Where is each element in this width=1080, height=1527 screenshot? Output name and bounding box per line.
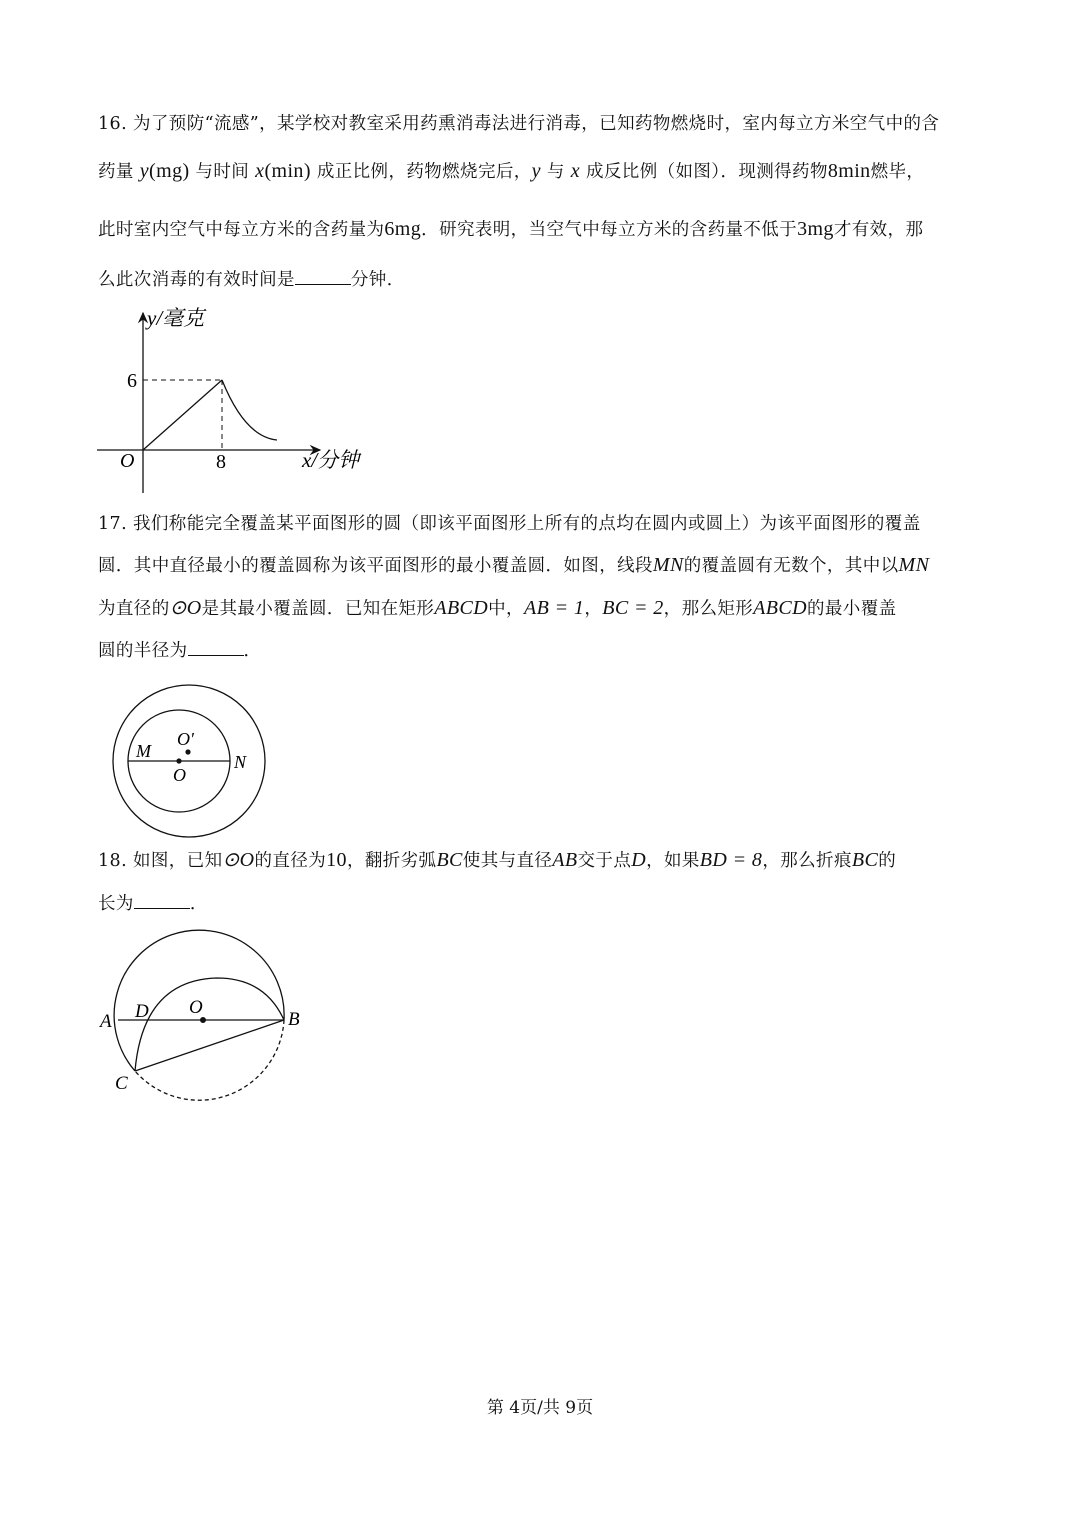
q16-text: 燃毕，	[870, 162, 925, 182]
q16-var-y: y	[531, 160, 541, 182]
q17-text: 为直径的	[98, 599, 170, 619]
q17-line-2	[98, 552, 929, 577]
answer-blank[interactable]	[134, 894, 190, 909]
q17-text: 中，	[488, 599, 524, 619]
answer-blank[interactable]	[188, 641, 244, 656]
q18-line-2	[98, 890, 208, 915]
q17-text: 是其最小覆盖圆．已知在矩形	[201, 599, 435, 619]
q17-segment-mn: MN	[652, 554, 684, 576]
q17-rect-abcd: ABCD	[434, 597, 489, 619]
inverse-curve	[222, 380, 277, 440]
label-a: A	[100, 1011, 112, 1032]
q17-text: 的最小覆盖	[807, 599, 897, 619]
q18-text: 交于点	[577, 851, 632, 871]
original-minor-arc-dashed	[135, 1020, 284, 1100]
q17-segment-mn: MN	[898, 554, 930, 576]
q16-text: 才有效，那	[833, 220, 924, 240]
q18-text: 长为	[98, 894, 134, 914]
q18-arc-bc: BC	[436, 849, 463, 871]
label-n: N	[234, 752, 247, 772]
q18-diameter: 10	[326, 849, 347, 871]
q17-line-3	[98, 595, 897, 620]
q17-text: 的覆盖圆有无数个，其中以	[683, 556, 899, 576]
q16-var-x: x	[570, 160, 581, 182]
x-axis-label: x/分钟	[302, 448, 360, 472]
label-m: M	[136, 741, 151, 761]
q17-text: 圆．其中直径最小的覆盖圆称为该平面图形的最小覆盖圆．如图，线段	[98, 556, 653, 576]
q16-text: 此时室内空气中每立方米的含药量为	[98, 220, 385, 240]
q16-line-1: 16. 为了预防“流感”，某学校对教室采用药熏消毒法进行消毒，已知药物燃烧时，室内每立方米空气中的含	[98, 114, 940, 134]
q16-var-x: x	[255, 160, 265, 182]
q17-ab-equation: AB = 1	[523, 597, 585, 619]
q17-bc-equation: BC = 2	[602, 597, 664, 619]
label-o: O	[173, 765, 186, 785]
q17-text: 圆的半径为	[98, 641, 188, 661]
q16-line-3	[98, 216, 923, 241]
crease-bc	[135, 1020, 284, 1071]
q16-text: 与	[540, 162, 571, 182]
q16-unit-mg: (mg)	[149, 160, 190, 182]
label-b: B	[288, 1009, 300, 1030]
q18-point-d: D	[631, 849, 647, 871]
q16-threshold: 3mg	[797, 218, 834, 240]
q18-diameter-ab: AB	[552, 849, 578, 871]
proportional-segment	[143, 380, 222, 450]
center-o	[176, 758, 181, 763]
q18-text: 使其与直径	[462, 851, 553, 871]
q18-bd-equation: BD = 8	[699, 849, 763, 871]
y-tick-label: 6	[127, 370, 137, 392]
q17-rect-abcd: ABCD	[753, 597, 807, 619]
q17-text: ．	[243, 641, 262, 661]
label-c: C	[115, 1073, 128, 1094]
q18-line-1	[98, 847, 896, 872]
y-axis-label: y/毫克	[147, 306, 205, 330]
label-d: D	[135, 1001, 149, 1022]
q16-unit-min: (min)	[264, 160, 311, 182]
q18-crease-bc: BC	[851, 849, 879, 871]
q16-text: 分钟．	[350, 270, 405, 290]
q16-text: 药量	[98, 162, 140, 182]
q16-text: 成反比例（如图）．现测得药物	[580, 162, 828, 182]
q18-text: 的	[878, 851, 897, 871]
q18-text: 18. 如图，已知	[98, 851, 223, 871]
center-o-prime	[185, 749, 190, 754]
page-number: 第 4页/共 9页	[486, 1398, 594, 1418]
q16-burn-time: 8min	[827, 160, 871, 182]
q18-figure	[95, 925, 315, 1115]
q16-graph	[95, 305, 375, 500]
q18-text: ，如果	[646, 851, 700, 871]
label-o-prime: O′	[177, 729, 194, 749]
q16-var-y: y	[139, 160, 150, 182]
q18-text: 的直径为	[254, 851, 327, 871]
q16-text: 么此次消毒的有效时间是	[98, 270, 295, 290]
label-o: O	[189, 997, 203, 1018]
q18-circle-o: ⊙O	[222, 849, 255, 871]
q17-line-4	[98, 637, 261, 662]
q17-text: ，那么矩形	[663, 599, 754, 619]
q17-figure	[105, 675, 280, 850]
q16-text: 成正比例，药物燃烧完后，	[310, 162, 532, 182]
q16-text: 与时间	[189, 162, 256, 182]
q16-line-2	[98, 158, 924, 183]
answer-blank[interactable]	[295, 270, 351, 285]
q16-text: ．研究表明，当空气中每立方米的含药量不低于	[421, 220, 798, 240]
q18-text: ，翻折劣弧	[346, 851, 437, 871]
q17-line-1: 17. 我们称能完全覆盖某平面图形的圆（即该平面图形上所有的点均在圆内或圆上）为该平面图形的覆盖	[98, 514, 921, 534]
q17-text: ，	[584, 599, 603, 619]
q17-circle-o: ⊙O	[169, 597, 202, 619]
x-tick-label: 8	[216, 451, 226, 473]
q16-amount: 6mg	[384, 218, 422, 240]
origin-label: O	[120, 450, 135, 472]
q18-text: ．	[189, 894, 208, 914]
q18-text: ，那么折痕	[762, 851, 852, 871]
folded-arc	[135, 978, 284, 1071]
q16-line-4	[98, 266, 405, 291]
